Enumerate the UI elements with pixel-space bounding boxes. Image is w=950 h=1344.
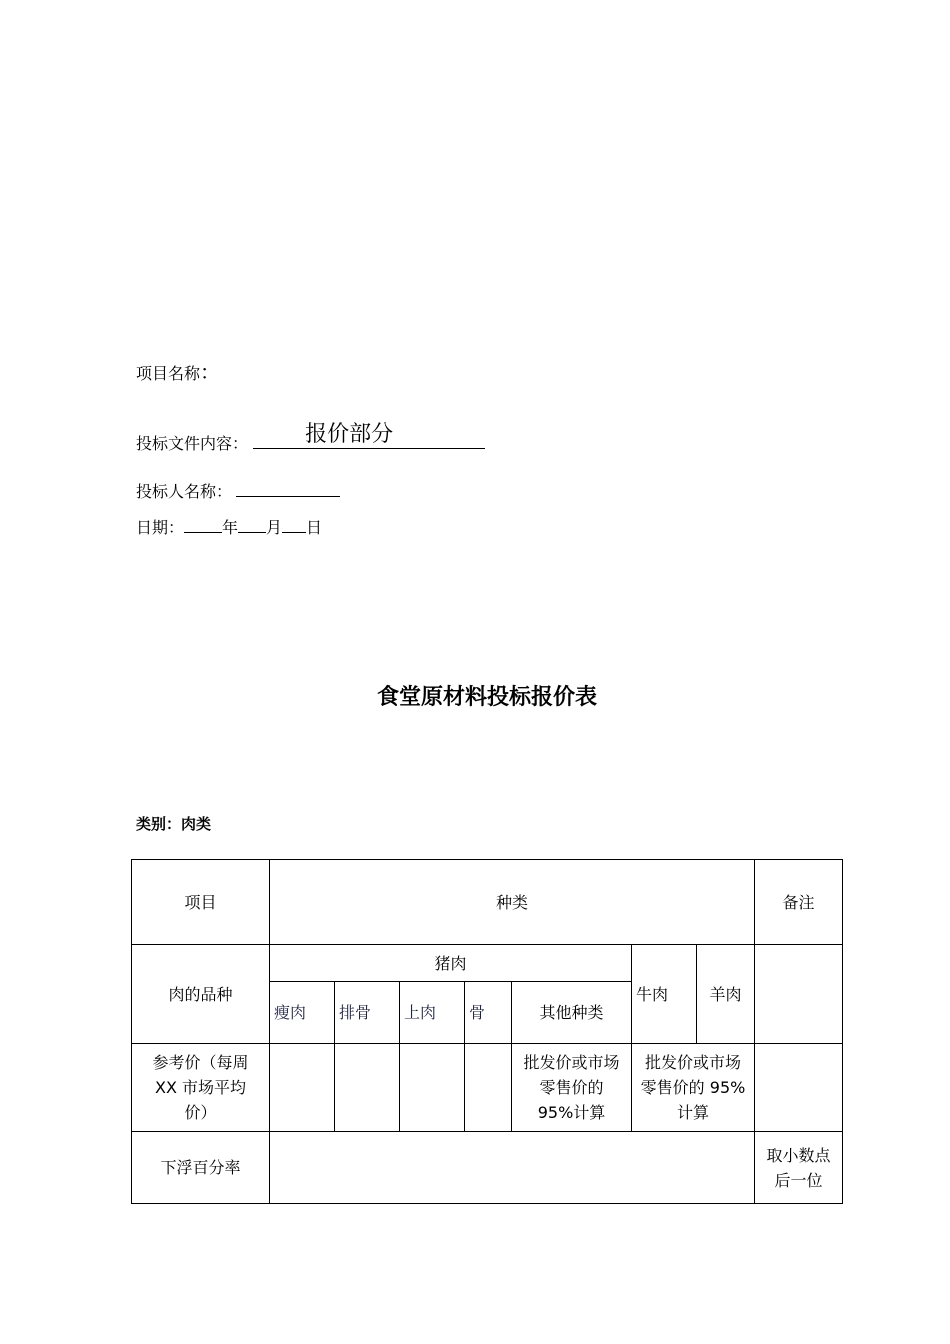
mutton-cell: 羊肉 [697,945,755,1044]
ref-price-line: 参考价（每周 [152,1053,249,1072]
month-blank[interactable] [238,516,266,533]
bidder-label: 投标人名称： [136,482,233,501]
beef-mutton-price-cell [632,1044,755,1132]
meat-variety-cell: 肉的品种 [132,945,270,1044]
project-name-field [136,362,220,384]
quote-table [131,859,843,1204]
month-label: 月 [266,518,283,537]
discount-rate-cell: 下浮百分率 [132,1132,270,1204]
ribs-cell: 排骨 [335,982,400,1044]
price-note-cell[interactable] [755,1044,843,1132]
wholesale-line: 零售价的 95% [640,1078,746,1097]
pork-cell: 猪肉 [270,945,632,982]
table-row [132,1044,843,1132]
top-meat-cell: 上肉 [400,982,465,1044]
header-note: 备注 [755,860,843,945]
lean-cell: 瘦肉 [270,982,335,1044]
header-item: 项目 [132,860,270,945]
wholesale-line: 批发价或市场 [644,1053,741,1072]
bidder-blank[interactable] [236,480,340,497]
content-label: 投标文件内容： [136,434,249,453]
bone-cell: 骨 [465,982,512,1044]
project-name-label: 项目名称 [136,364,201,383]
page-title: 食堂原材料投标报价表 [376,685,597,710]
variety-note-cell[interactable] [755,945,843,1044]
wholesale-line: 零售价的 [539,1078,604,1097]
bone-price-cell[interactable] [465,1044,512,1132]
decimal-note-cell [755,1132,843,1204]
top-meat-price-cell[interactable] [400,1044,465,1132]
table-row [132,945,843,982]
lean-price-cell[interactable] [270,1044,335,1132]
ref-price-line: XX 市场平均 [154,1078,246,1097]
table-row [132,860,843,945]
discount-rate-input-cell[interactable] [270,1132,755,1204]
beef-cell: 牛肉 [632,945,697,1044]
wholesale-line: 计算 [676,1103,709,1122]
year-blank[interactable] [184,516,222,533]
other-kinds-cell: 其他种类 [512,982,632,1044]
decimal-note-line: 后一位 [774,1170,823,1190]
decimal-note-line: 取小数点 [766,1145,831,1165]
project-name-colon: ： [200,360,221,384]
ref-price-line: 价） [184,1103,217,1122]
category-label: 类别：肉类 [136,815,212,833]
wholesale-line: 批发价或市场 [523,1053,620,1072]
ref-price-cell [132,1044,270,1132]
day-blank[interactable] [282,516,306,533]
content-value: 报价部分 [305,422,394,447]
content-field [136,422,485,454]
bidder-field [136,480,340,502]
content-blank[interactable] [253,422,485,449]
table-row [132,1132,843,1204]
wholesale-line: 95%计算 [537,1103,606,1122]
other-kinds-price-cell [512,1044,632,1132]
date-field [136,516,322,538]
day-label: 日 [306,518,323,537]
header-kind: 种类 [270,860,755,945]
ribs-price-cell[interactable] [335,1044,400,1132]
date-label: 日期： [136,518,185,537]
year-label: 年 [222,518,239,537]
